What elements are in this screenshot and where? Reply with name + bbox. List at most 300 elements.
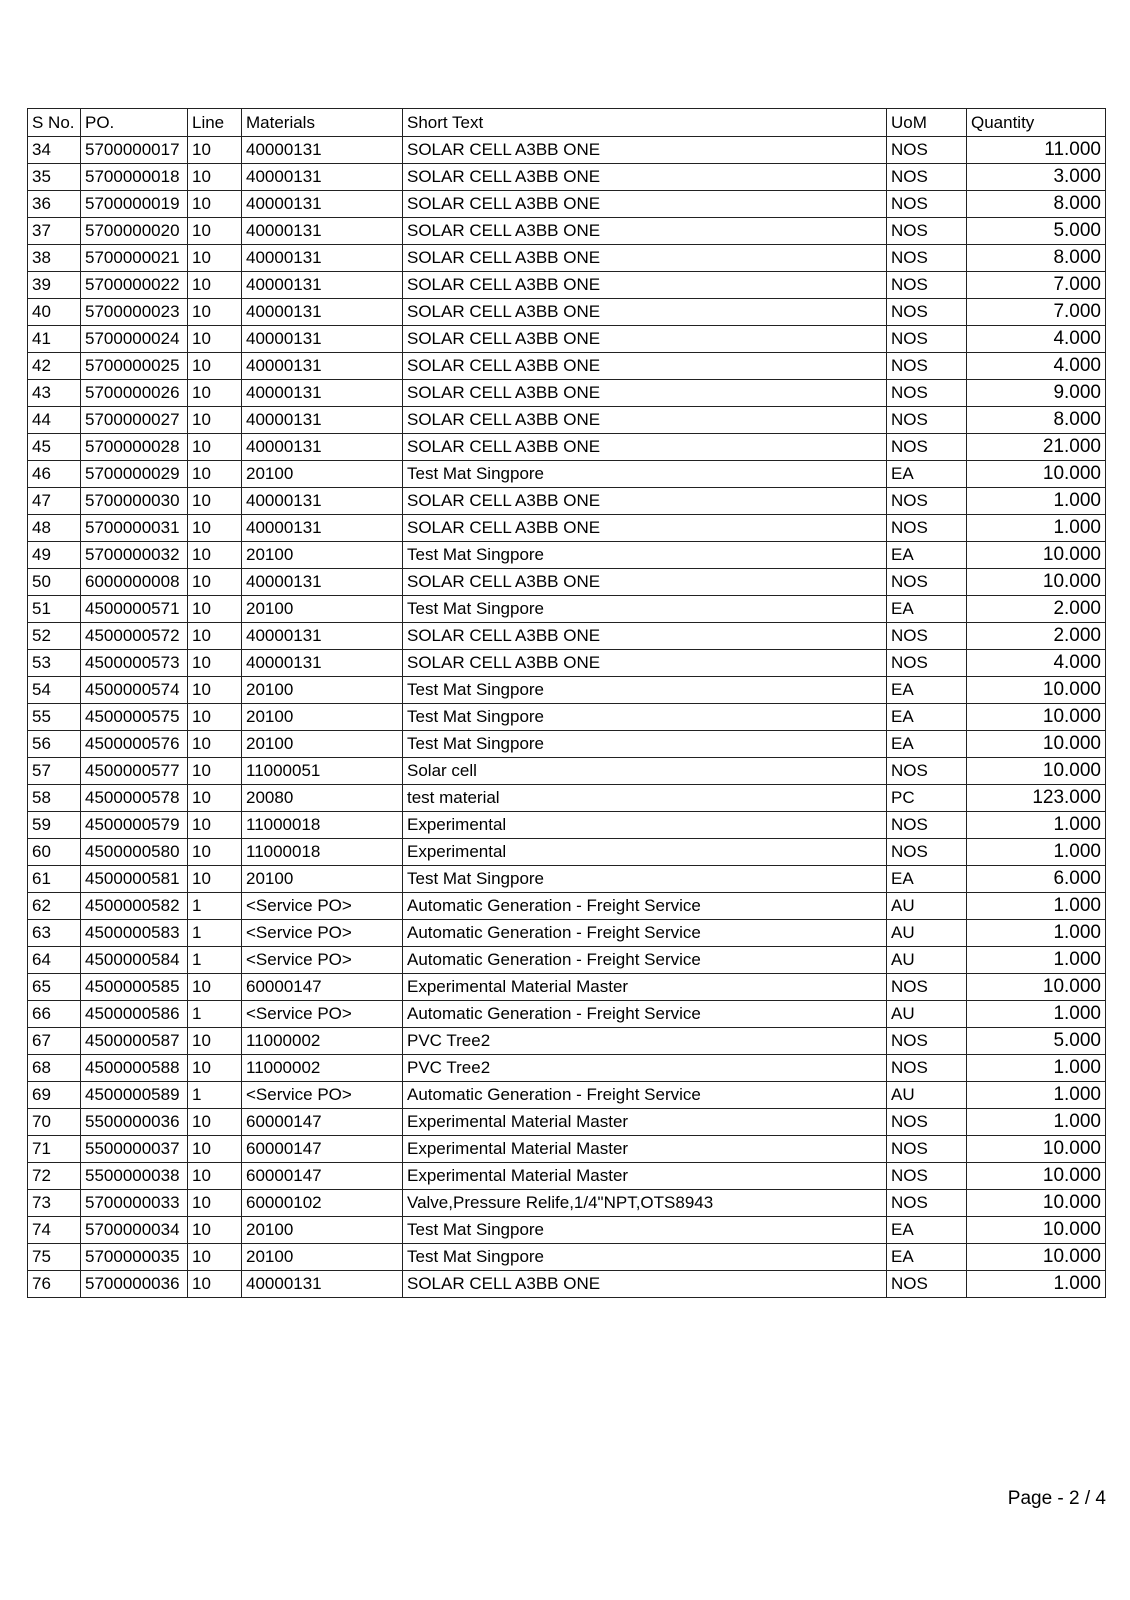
cell-line: 1 bbox=[188, 893, 242, 920]
cell-po: 4500000583 bbox=[81, 920, 188, 947]
cell-line: 10 bbox=[188, 596, 242, 623]
cell-uom: EA bbox=[887, 1217, 967, 1244]
cell-materials: 20100 bbox=[242, 542, 403, 569]
cell-po: 5500000036 bbox=[81, 1109, 188, 1136]
cell-quantity: 1.000 bbox=[967, 1109, 1106, 1136]
cell-po: 4500000573 bbox=[81, 650, 188, 677]
cell-quantity: 1.000 bbox=[967, 488, 1106, 515]
cell-po: 4500000584 bbox=[81, 947, 188, 974]
cell-quantity: 10.000 bbox=[967, 704, 1106, 731]
table-row bbox=[28, 893, 1106, 920]
cell-short-text: Test Mat Singpore bbox=[403, 677, 887, 704]
cell-materials: 20100 bbox=[242, 677, 403, 704]
header-s-no: S No. bbox=[28, 109, 81, 137]
cell-quantity: 1.000 bbox=[967, 1001, 1106, 1028]
cell-s-no: 68 bbox=[28, 1055, 81, 1082]
table-row bbox=[28, 866, 1106, 893]
cell-line: 10 bbox=[188, 677, 242, 704]
cell-line: 10 bbox=[188, 299, 242, 326]
cell-po: 5700000033 bbox=[81, 1190, 188, 1217]
cell-uom: NOS bbox=[887, 839, 967, 866]
table-header-row bbox=[28, 109, 1106, 137]
cell-po: 5700000034 bbox=[81, 1217, 188, 1244]
cell-uom: NOS bbox=[887, 812, 967, 839]
table-row bbox=[28, 650, 1106, 677]
cell-uom: NOS bbox=[887, 515, 967, 542]
cell-uom: NOS bbox=[887, 299, 967, 326]
cell-po: 4500000585 bbox=[81, 974, 188, 1001]
cell-s-no: 40 bbox=[28, 299, 81, 326]
cell-quantity: 1.000 bbox=[967, 1082, 1106, 1109]
cell-s-no: 39 bbox=[28, 272, 81, 299]
cell-uom: PC bbox=[887, 785, 967, 812]
cell-short-text: Experimental bbox=[403, 839, 887, 866]
header-po: PO. bbox=[81, 109, 188, 137]
cell-po: 4500000587 bbox=[81, 1028, 188, 1055]
cell-line: 10 bbox=[188, 785, 242, 812]
table-row bbox=[28, 1136, 1106, 1163]
cell-short-text: Experimental Material Master bbox=[403, 1163, 887, 1190]
cell-short-text: Test Mat Singpore bbox=[403, 1217, 887, 1244]
cell-materials: 20100 bbox=[242, 1217, 403, 1244]
cell-materials: 11000018 bbox=[242, 839, 403, 866]
cell-quantity: 10.000 bbox=[967, 731, 1106, 758]
cell-uom: EA bbox=[887, 866, 967, 893]
cell-po: 5700000018 bbox=[81, 164, 188, 191]
cell-uom: NOS bbox=[887, 569, 967, 596]
cell-quantity: 9.000 bbox=[967, 380, 1106, 407]
cell-s-no: 41 bbox=[28, 326, 81, 353]
table-row bbox=[28, 947, 1106, 974]
cell-quantity: 10.000 bbox=[967, 677, 1106, 704]
cell-quantity: 10.000 bbox=[967, 1217, 1106, 1244]
cell-line: 10 bbox=[188, 866, 242, 893]
cell-materials: 40000131 bbox=[242, 245, 403, 272]
table-row bbox=[28, 758, 1106, 785]
cell-s-no: 37 bbox=[28, 218, 81, 245]
cell-uom: NOS bbox=[887, 137, 967, 164]
table-row bbox=[28, 731, 1106, 758]
cell-s-no: 36 bbox=[28, 191, 81, 218]
cell-s-no: 42 bbox=[28, 353, 81, 380]
cell-short-text: PVC Tree2 bbox=[403, 1028, 887, 1055]
cell-po: 4500000576 bbox=[81, 731, 188, 758]
cell-uom: NOS bbox=[887, 758, 967, 785]
cell-po: 5700000028 bbox=[81, 434, 188, 461]
cell-uom: AU bbox=[887, 893, 967, 920]
cell-line: 10 bbox=[188, 407, 242, 434]
cell-s-no: 47 bbox=[28, 488, 81, 515]
table-row bbox=[28, 1109, 1106, 1136]
cell-materials: 20100 bbox=[242, 731, 403, 758]
table-row bbox=[28, 164, 1106, 191]
cell-s-no: 48 bbox=[28, 515, 81, 542]
cell-quantity: 2.000 bbox=[967, 596, 1106, 623]
table-row bbox=[28, 515, 1106, 542]
cell-short-text: Automatic Generation - Freight Service bbox=[403, 1001, 887, 1028]
table-row bbox=[28, 785, 1106, 812]
cell-po: 4500000588 bbox=[81, 1055, 188, 1082]
cell-s-no: 62 bbox=[28, 893, 81, 920]
cell-line: 10 bbox=[188, 191, 242, 218]
cell-quantity: 10.000 bbox=[967, 758, 1106, 785]
cell-s-no: 76 bbox=[28, 1271, 81, 1298]
cell-s-no: 46 bbox=[28, 461, 81, 488]
cell-quantity: 10.000 bbox=[967, 1136, 1106, 1163]
cell-quantity: 10.000 bbox=[967, 569, 1106, 596]
cell-s-no: 66 bbox=[28, 1001, 81, 1028]
cell-line: 10 bbox=[188, 623, 242, 650]
cell-short-text: SOLAR CELL A3BB ONE bbox=[403, 623, 887, 650]
header-quantity: Quantity bbox=[967, 109, 1106, 137]
cell-quantity: 6.000 bbox=[967, 866, 1106, 893]
table-row bbox=[28, 380, 1106, 407]
cell-s-no: 64 bbox=[28, 947, 81, 974]
cell-materials: 40000131 bbox=[242, 218, 403, 245]
cell-uom: NOS bbox=[887, 326, 967, 353]
cell-line: 10 bbox=[188, 164, 242, 191]
cell-materials: 40000131 bbox=[242, 164, 403, 191]
cell-materials: 40000131 bbox=[242, 650, 403, 677]
cell-po: 4500000589 bbox=[81, 1082, 188, 1109]
cell-materials: 20080 bbox=[242, 785, 403, 812]
cell-materials: 20100 bbox=[242, 866, 403, 893]
cell-materials: 40000131 bbox=[242, 569, 403, 596]
cell-line: 10 bbox=[188, 218, 242, 245]
cell-s-no: 54 bbox=[28, 677, 81, 704]
cell-line: 10 bbox=[188, 569, 242, 596]
cell-po: 4500000579 bbox=[81, 812, 188, 839]
cell-materials: <Service PO> bbox=[242, 947, 403, 974]
cell-materials: 60000147 bbox=[242, 1136, 403, 1163]
cell-short-text: SOLAR CELL A3BB ONE bbox=[403, 272, 887, 299]
cell-line: 10 bbox=[188, 272, 242, 299]
page-number: Page - 2 / 4 bbox=[1007, 1488, 1106, 1509]
cell-line: 10 bbox=[188, 245, 242, 272]
cell-s-no: 58 bbox=[28, 785, 81, 812]
cell-short-text: Solar cell bbox=[403, 758, 887, 785]
cell-materials: 40000131 bbox=[242, 434, 403, 461]
cell-quantity: 4.000 bbox=[967, 353, 1106, 380]
cell-quantity: 1.000 bbox=[967, 839, 1106, 866]
cell-line: 10 bbox=[188, 1163, 242, 1190]
table-row bbox=[28, 1217, 1106, 1244]
cell-line: 10 bbox=[188, 1109, 242, 1136]
table-row bbox=[28, 623, 1106, 650]
cell-short-text: Automatic Generation - Freight Service bbox=[403, 1082, 887, 1109]
cell-quantity: 2.000 bbox=[967, 623, 1106, 650]
cell-po: 4500000577 bbox=[81, 758, 188, 785]
cell-line: 10 bbox=[188, 515, 242, 542]
cell-uom: NOS bbox=[887, 1055, 967, 1082]
cell-po: 5700000027 bbox=[81, 407, 188, 434]
table-row bbox=[28, 407, 1106, 434]
cell-short-text: Test Mat Singpore bbox=[403, 866, 887, 893]
cell-line: 10 bbox=[188, 326, 242, 353]
cell-short-text: Test Mat Singpore bbox=[403, 731, 887, 758]
cell-s-no: 43 bbox=[28, 380, 81, 407]
cell-uom: NOS bbox=[887, 623, 967, 650]
cell-po: 5700000029 bbox=[81, 461, 188, 488]
cell-po: 5500000038 bbox=[81, 1163, 188, 1190]
cell-quantity: 1.000 bbox=[967, 947, 1106, 974]
cell-short-text: Experimental Material Master bbox=[403, 1136, 887, 1163]
cell-short-text: SOLAR CELL A3BB ONE bbox=[403, 434, 887, 461]
cell-uom: AU bbox=[887, 920, 967, 947]
cell-po: 5500000037 bbox=[81, 1136, 188, 1163]
cell-short-text: Automatic Generation - Freight Service bbox=[403, 893, 887, 920]
table-row bbox=[28, 353, 1106, 380]
cell-line: 10 bbox=[188, 758, 242, 785]
table-row bbox=[28, 191, 1106, 218]
cell-uom: NOS bbox=[887, 407, 967, 434]
cell-quantity: 1.000 bbox=[967, 812, 1106, 839]
cell-uom: EA bbox=[887, 542, 967, 569]
cell-line: 10 bbox=[188, 1190, 242, 1217]
cell-uom: EA bbox=[887, 596, 967, 623]
cell-po: 4500000575 bbox=[81, 704, 188, 731]
cell-short-text: SOLAR CELL A3BB ONE bbox=[403, 488, 887, 515]
cell-s-no: 38 bbox=[28, 245, 81, 272]
cell-short-text: SOLAR CELL A3BB ONE bbox=[403, 299, 887, 326]
cell-quantity: 1.000 bbox=[967, 920, 1106, 947]
cell-po: 4500000582 bbox=[81, 893, 188, 920]
table-row bbox=[28, 434, 1106, 461]
cell-line: 10 bbox=[188, 839, 242, 866]
cell-quantity: 5.000 bbox=[967, 1028, 1106, 1055]
cell-materials: <Service PO> bbox=[242, 893, 403, 920]
cell-uom: NOS bbox=[887, 218, 967, 245]
cell-line: 10 bbox=[188, 461, 242, 488]
cell-uom: NOS bbox=[887, 650, 967, 677]
cell-line: 10 bbox=[188, 1244, 242, 1271]
cell-short-text: SOLAR CELL A3BB ONE bbox=[403, 353, 887, 380]
header-materials: Materials bbox=[242, 109, 403, 137]
cell-quantity: 10.000 bbox=[967, 1244, 1106, 1271]
cell-line: 10 bbox=[188, 1217, 242, 1244]
table-row bbox=[28, 677, 1106, 704]
table-row bbox=[28, 218, 1106, 245]
cell-line: 10 bbox=[188, 704, 242, 731]
table-body bbox=[28, 137, 1106, 1298]
cell-materials: 60000147 bbox=[242, 974, 403, 1001]
cell-uom: NOS bbox=[887, 1190, 967, 1217]
cell-s-no: 70 bbox=[28, 1109, 81, 1136]
cell-line: 1 bbox=[188, 947, 242, 974]
cell-po: 5700000019 bbox=[81, 191, 188, 218]
cell-materials: 60000147 bbox=[242, 1109, 403, 1136]
cell-short-text: SOLAR CELL A3BB ONE bbox=[403, 218, 887, 245]
cell-quantity: 10.000 bbox=[967, 974, 1106, 1001]
cell-quantity: 21.000 bbox=[967, 434, 1106, 461]
cell-uom: NOS bbox=[887, 272, 967, 299]
cell-line: 10 bbox=[188, 1271, 242, 1298]
cell-uom: EA bbox=[887, 677, 967, 704]
cell-po: 4500000572 bbox=[81, 623, 188, 650]
cell-quantity: 11.000 bbox=[967, 137, 1106, 164]
cell-line: 10 bbox=[188, 353, 242, 380]
cell-materials: 40000131 bbox=[242, 137, 403, 164]
cell-short-text: SOLAR CELL A3BB ONE bbox=[403, 380, 887, 407]
header-line: Line bbox=[188, 109, 242, 137]
cell-po: 4500000586 bbox=[81, 1001, 188, 1028]
cell-quantity: 1.000 bbox=[967, 893, 1106, 920]
cell-po: 5700000036 bbox=[81, 1271, 188, 1298]
cell-quantity: 10.000 bbox=[967, 461, 1106, 488]
cell-materials: 20100 bbox=[242, 461, 403, 488]
cell-s-no: 34 bbox=[28, 137, 81, 164]
cell-line: 10 bbox=[188, 650, 242, 677]
cell-materials: 11000002 bbox=[242, 1028, 403, 1055]
cell-line: 10 bbox=[188, 488, 242, 515]
cell-short-text: Test Mat Singpore bbox=[403, 596, 887, 623]
cell-po: 4500000580 bbox=[81, 839, 188, 866]
cell-s-no: 35 bbox=[28, 164, 81, 191]
cell-materials: 40000131 bbox=[242, 515, 403, 542]
cell-po: 4500000578 bbox=[81, 785, 188, 812]
cell-quantity: 1.000 bbox=[967, 515, 1106, 542]
table-row bbox=[28, 1244, 1106, 1271]
cell-po: 5700000025 bbox=[81, 353, 188, 380]
cell-po: 5700000017 bbox=[81, 137, 188, 164]
cell-line: 10 bbox=[188, 1028, 242, 1055]
cell-po: 5700000031 bbox=[81, 515, 188, 542]
cell-short-text: PVC Tree2 bbox=[403, 1055, 887, 1082]
cell-materials: 40000131 bbox=[242, 191, 403, 218]
cell-line: 1 bbox=[188, 1082, 242, 1109]
purchase-order-table bbox=[27, 108, 1106, 1298]
cell-short-text: Test Mat Singpore bbox=[403, 1244, 887, 1271]
table-row bbox=[28, 1055, 1106, 1082]
cell-s-no: 59 bbox=[28, 812, 81, 839]
cell-s-no: 63 bbox=[28, 920, 81, 947]
cell-materials: 40000131 bbox=[242, 1271, 403, 1298]
cell-quantity: 1.000 bbox=[967, 1055, 1106, 1082]
cell-line: 10 bbox=[188, 542, 242, 569]
table-row bbox=[28, 1028, 1106, 1055]
cell-s-no: 53 bbox=[28, 650, 81, 677]
cell-s-no: 57 bbox=[28, 758, 81, 785]
cell-s-no: 60 bbox=[28, 839, 81, 866]
table-row bbox=[28, 812, 1106, 839]
cell-materials: 11000002 bbox=[242, 1055, 403, 1082]
table-row bbox=[28, 137, 1106, 164]
cell-line: 10 bbox=[188, 974, 242, 1001]
table-row bbox=[28, 1163, 1106, 1190]
cell-po: 4500000581 bbox=[81, 866, 188, 893]
cell-materials: 11000018 bbox=[242, 812, 403, 839]
cell-po: 5700000026 bbox=[81, 380, 188, 407]
cell-short-text: Automatic Generation - Freight Service bbox=[403, 920, 887, 947]
cell-po: 5700000023 bbox=[81, 299, 188, 326]
cell-materials: 20100 bbox=[242, 704, 403, 731]
cell-po: 5700000030 bbox=[81, 488, 188, 515]
header-uom: UoM bbox=[887, 109, 967, 137]
cell-po: 6000000008 bbox=[81, 569, 188, 596]
cell-short-text: SOLAR CELL A3BB ONE bbox=[403, 326, 887, 353]
cell-line: 10 bbox=[188, 731, 242, 758]
cell-po: 5700000022 bbox=[81, 272, 188, 299]
table-row bbox=[28, 839, 1106, 866]
cell-short-text: SOLAR CELL A3BB ONE bbox=[403, 650, 887, 677]
cell-s-no: 67 bbox=[28, 1028, 81, 1055]
table-row bbox=[28, 461, 1106, 488]
cell-materials: 40000131 bbox=[242, 326, 403, 353]
cell-materials: 60000147 bbox=[242, 1163, 403, 1190]
cell-materials: 40000131 bbox=[242, 488, 403, 515]
cell-short-text: SOLAR CELL A3BB ONE bbox=[403, 1271, 887, 1298]
cell-short-text: SOLAR CELL A3BB ONE bbox=[403, 137, 887, 164]
cell-quantity: 3.000 bbox=[967, 164, 1106, 191]
cell-po: 4500000574 bbox=[81, 677, 188, 704]
cell-materials: 11000051 bbox=[242, 758, 403, 785]
cell-s-no: 75 bbox=[28, 1244, 81, 1271]
table-row bbox=[28, 245, 1106, 272]
cell-uom: NOS bbox=[887, 1109, 967, 1136]
cell-short-text: Automatic Generation - Freight Service bbox=[403, 947, 887, 974]
cell-quantity: 4.000 bbox=[967, 326, 1106, 353]
cell-short-text: Experimental Material Master bbox=[403, 1109, 887, 1136]
table-row bbox=[28, 1271, 1106, 1298]
cell-line: 10 bbox=[188, 434, 242, 461]
table-row bbox=[28, 1082, 1106, 1109]
table-row bbox=[28, 326, 1106, 353]
cell-materials: 40000131 bbox=[242, 380, 403, 407]
cell-s-no: 45 bbox=[28, 434, 81, 461]
cell-line: 1 bbox=[188, 1001, 242, 1028]
cell-uom: EA bbox=[887, 704, 967, 731]
cell-materials: 20100 bbox=[242, 596, 403, 623]
cell-materials: 60000102 bbox=[242, 1190, 403, 1217]
cell-s-no: 74 bbox=[28, 1217, 81, 1244]
cell-materials: 20100 bbox=[242, 1244, 403, 1271]
cell-short-text: SOLAR CELL A3BB ONE bbox=[403, 515, 887, 542]
cell-quantity: 10.000 bbox=[967, 1163, 1106, 1190]
cell-s-no: 69 bbox=[28, 1082, 81, 1109]
cell-line: 10 bbox=[188, 1055, 242, 1082]
cell-short-text: Experimental bbox=[403, 812, 887, 839]
cell-quantity: 7.000 bbox=[967, 299, 1106, 326]
table-row bbox=[28, 569, 1106, 596]
table-row bbox=[28, 596, 1106, 623]
cell-line: 10 bbox=[188, 380, 242, 407]
cell-quantity: 5.000 bbox=[967, 218, 1106, 245]
cell-short-text: test material bbox=[403, 785, 887, 812]
cell-short-text: SOLAR CELL A3BB ONE bbox=[403, 245, 887, 272]
cell-short-text: Test Mat Singpore bbox=[403, 542, 887, 569]
cell-uom: NOS bbox=[887, 974, 967, 1001]
cell-quantity: 123.000 bbox=[967, 785, 1106, 812]
cell-materials: <Service PO> bbox=[242, 1082, 403, 1109]
cell-quantity: 7.000 bbox=[967, 272, 1106, 299]
cell-uom: NOS bbox=[887, 245, 967, 272]
cell-short-text: Test Mat Singpore bbox=[403, 704, 887, 731]
cell-quantity: 8.000 bbox=[967, 407, 1106, 434]
table-row bbox=[28, 974, 1106, 1001]
table-row bbox=[28, 920, 1106, 947]
cell-quantity: 4.000 bbox=[967, 650, 1106, 677]
cell-uom: NOS bbox=[887, 1271, 967, 1298]
cell-uom: AU bbox=[887, 1001, 967, 1028]
cell-s-no: 51 bbox=[28, 596, 81, 623]
cell-uom: NOS bbox=[887, 1136, 967, 1163]
cell-quantity: 10.000 bbox=[967, 542, 1106, 569]
cell-po: 5700000035 bbox=[81, 1244, 188, 1271]
cell-line: 1 bbox=[188, 920, 242, 947]
cell-quantity: 10.000 bbox=[967, 1190, 1106, 1217]
cell-materials: 40000131 bbox=[242, 272, 403, 299]
cell-materials: <Service PO> bbox=[242, 920, 403, 947]
